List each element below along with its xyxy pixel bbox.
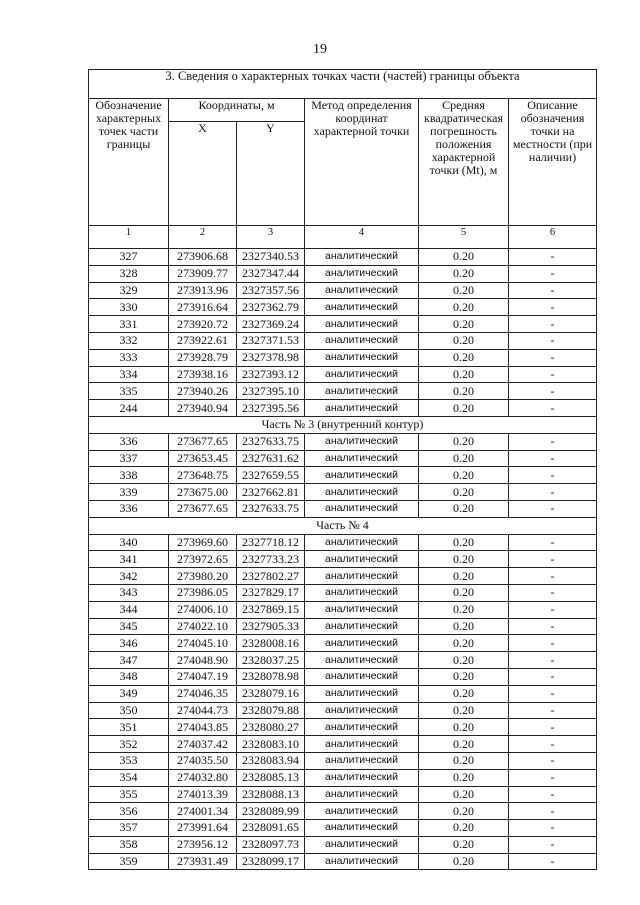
error-cell: 0.20	[419, 400, 509, 417]
table-row	[89, 500, 597, 517]
description-cell: -	[509, 265, 597, 282]
table-row	[89, 803, 597, 820]
error-cell: 0.20	[419, 316, 509, 333]
error-cell: 0.20	[419, 282, 509, 299]
error-cell: 0.20	[419, 853, 509, 870]
y-coord-cell: 2328078.98	[237, 668, 305, 685]
y-coord-cell: 2327905.33	[237, 618, 305, 635]
x-coord-cell: 274046.35	[169, 685, 237, 702]
y-coord-cell: 2328099.17	[237, 853, 305, 870]
method-cell: аналитический	[305, 383, 419, 400]
description-cell: -	[509, 752, 597, 769]
y-coord-cell: 2328083.94	[237, 752, 305, 769]
header-coords: Координаты, м	[169, 99, 305, 122]
point-id-cell: 346	[89, 635, 169, 652]
error-cell: 0.20	[419, 349, 509, 366]
x-coord-cell: 273675.00	[169, 484, 237, 501]
table-row	[89, 366, 597, 383]
description-cell: -	[509, 568, 597, 585]
error-cell: 0.20	[419, 736, 509, 753]
y-coord-cell: 2327659.55	[237, 467, 305, 484]
point-id-cell: 339	[89, 484, 169, 501]
y-coord-cell: 2327378.98	[237, 349, 305, 366]
table-row	[89, 820, 597, 837]
header-method: Метод определения координат характерной точки	[305, 99, 419, 226]
method-cell: аналитический	[305, 685, 419, 702]
part-header-row	[89, 517, 597, 534]
point-id-cell: 345	[89, 618, 169, 635]
error-cell: 0.20	[419, 752, 509, 769]
method-cell: аналитический	[305, 265, 419, 282]
error-cell: 0.20	[419, 249, 509, 266]
table-row	[89, 484, 597, 501]
x-coord-cell: 273920.72	[169, 316, 237, 333]
point-id-cell: 328	[89, 265, 169, 282]
y-coord-cell: 2327829.17	[237, 584, 305, 601]
x-coord-cell: 273916.64	[169, 299, 237, 316]
x-coord-cell: 273938.16	[169, 366, 237, 383]
x-coord-cell: 274032.80	[169, 769, 237, 786]
column-number: 2	[169, 226, 237, 249]
point-id-cell: 352	[89, 736, 169, 753]
error-cell: 0.20	[419, 332, 509, 349]
table-row	[89, 316, 597, 333]
description-cell: -	[509, 601, 597, 618]
description-cell: -	[509, 685, 597, 702]
description-cell: -	[509, 786, 597, 803]
x-coord-cell: 273940.94	[169, 400, 237, 417]
x-coord-cell: 273972.65	[169, 551, 237, 568]
error-cell: 0.20	[419, 719, 509, 736]
point-id-cell: 355	[89, 786, 169, 803]
y-coord-cell: 2327395.56	[237, 400, 305, 417]
method-cell: аналитический	[305, 249, 419, 266]
method-cell: аналитический	[305, 534, 419, 551]
description-cell: -	[509, 349, 597, 366]
description-cell: -	[509, 635, 597, 652]
method-cell: аналитический	[305, 719, 419, 736]
point-id-cell: 336	[89, 500, 169, 517]
part-label: Часть № 3 (внутренний контур)	[89, 416, 597, 433]
method-cell: аналитический	[305, 366, 419, 383]
point-id-cell: 350	[89, 702, 169, 719]
page-number: 19	[313, 42, 327, 57]
y-coord-cell: 2327633.75	[237, 500, 305, 517]
x-coord-cell: 273922.61	[169, 332, 237, 349]
method-cell: аналитический	[305, 584, 419, 601]
part-label: Часть № 4	[89, 517, 597, 534]
error-cell: 0.20	[419, 299, 509, 316]
table-row	[89, 551, 597, 568]
point-id-cell: 354	[89, 769, 169, 786]
x-coord-cell: 274044.73	[169, 702, 237, 719]
column-number: 6	[509, 226, 597, 249]
y-coord-cell: 2327869.15	[237, 601, 305, 618]
x-coord-cell: 273648.75	[169, 467, 237, 484]
method-cell: аналитический	[305, 769, 419, 786]
method-cell: аналитический	[305, 282, 419, 299]
x-coord-cell: 274047.19	[169, 668, 237, 685]
point-id-cell: 336	[89, 433, 169, 450]
error-cell: 0.20	[419, 265, 509, 282]
y-coord-cell: 2327393.12	[237, 366, 305, 383]
y-coord-cell: 2327357.56	[237, 282, 305, 299]
y-coord-cell: 2328085.13	[237, 769, 305, 786]
table-row	[89, 769, 597, 786]
x-coord-cell: 273956.12	[169, 836, 237, 853]
x-coord-cell: 273931.49	[169, 853, 237, 870]
y-coord-cell: 2328091.65	[237, 820, 305, 837]
point-id-cell: 327	[89, 249, 169, 266]
error-cell: 0.20	[419, 618, 509, 635]
method-cell: аналитический	[305, 803, 419, 820]
error-cell: 0.20	[419, 534, 509, 551]
point-id-cell: 330	[89, 299, 169, 316]
y-coord-cell: 2327340.53	[237, 249, 305, 266]
method-cell: аналитический	[305, 618, 419, 635]
error-cell: 0.20	[419, 383, 509, 400]
point-id-cell: 358	[89, 836, 169, 853]
method-cell: аналитический	[305, 752, 419, 769]
method-cell: аналитический	[305, 652, 419, 669]
method-cell: аналитический	[305, 299, 419, 316]
error-cell: 0.20	[419, 635, 509, 652]
y-coord-cell: 2327733.23	[237, 551, 305, 568]
method-cell: аналитический	[305, 400, 419, 417]
table-row	[89, 635, 597, 652]
boundary-points-table	[88, 69, 597, 870]
error-cell: 0.20	[419, 551, 509, 568]
method-cell: аналитический	[305, 702, 419, 719]
method-cell: аналитический	[305, 551, 419, 568]
method-cell: аналитический	[305, 433, 419, 450]
point-id-cell: 333	[89, 349, 169, 366]
error-cell: 0.20	[419, 467, 509, 484]
description-cell: -	[509, 400, 597, 417]
description-cell: -	[509, 769, 597, 786]
table-row	[89, 282, 597, 299]
header-y: Y	[237, 122, 305, 226]
description-cell: -	[509, 299, 597, 316]
description-cell: -	[509, 383, 597, 400]
description-cell: -	[509, 584, 597, 601]
header-x: X	[169, 122, 237, 226]
method-cell: аналитический	[305, 601, 419, 618]
table-row	[89, 601, 597, 618]
description-cell: -	[509, 702, 597, 719]
description-cell: -	[509, 450, 597, 467]
y-coord-cell: 2327369.24	[237, 316, 305, 333]
table-row	[89, 568, 597, 585]
x-coord-cell: 274037.42	[169, 736, 237, 753]
point-id-cell: 351	[89, 719, 169, 736]
method-cell: аналитический	[305, 450, 419, 467]
y-coord-cell: 2327347.44	[237, 265, 305, 282]
y-coord-cell: 2327631.62	[237, 450, 305, 467]
method-cell: аналитический	[305, 500, 419, 517]
method-cell: аналитический	[305, 668, 419, 685]
x-coord-cell: 274013.39	[169, 786, 237, 803]
x-coord-cell: 273928.79	[169, 349, 237, 366]
description-cell: -	[509, 467, 597, 484]
description-cell: -	[509, 534, 597, 551]
point-id-cell: 335	[89, 383, 169, 400]
description-cell: -	[509, 433, 597, 450]
table-row	[89, 265, 597, 282]
x-coord-cell: 273980.20	[169, 568, 237, 585]
x-coord-cell: 273940.26	[169, 383, 237, 400]
x-coord-cell: 274048.90	[169, 652, 237, 669]
y-coord-cell: 2328097.73	[237, 836, 305, 853]
column-number: 5	[419, 226, 509, 249]
header-error: Средняя квадратическая погрешность положения характерной точки (Mt), м	[419, 99, 509, 226]
section-title: 3. Сведения о характерных точках части (частей) границы объекта	[89, 70, 597, 99]
description-cell: -	[509, 332, 597, 349]
table-row	[89, 400, 597, 417]
error-cell: 0.20	[419, 685, 509, 702]
table-row	[89, 668, 597, 685]
table-row	[89, 719, 597, 736]
method-cell: аналитический	[305, 736, 419, 753]
y-coord-cell: 2328079.88	[237, 702, 305, 719]
table-row	[89, 299, 597, 316]
method-cell: аналитический	[305, 820, 419, 837]
y-coord-cell: 2327718.12	[237, 534, 305, 551]
method-cell: аналитический	[305, 332, 419, 349]
y-coord-cell: 2328079.16	[237, 685, 305, 702]
y-coord-cell: 2328089.99	[237, 803, 305, 820]
column-number: 1	[89, 226, 169, 249]
point-id-cell: 343	[89, 584, 169, 601]
header-description: Описание обозначения точки на местности (при наличии)	[509, 99, 597, 226]
point-id-cell: 359	[89, 853, 169, 870]
error-cell: 0.20	[419, 820, 509, 837]
method-cell: аналитический	[305, 786, 419, 803]
table-row	[89, 584, 597, 601]
point-id-cell: 348	[89, 668, 169, 685]
description-cell: -	[509, 282, 597, 299]
table-row	[89, 383, 597, 400]
x-coord-cell: 274043.85	[169, 719, 237, 736]
error-cell: 0.20	[419, 568, 509, 585]
x-coord-cell: 273909.77	[169, 265, 237, 282]
y-coord-cell: 2327633.75	[237, 433, 305, 450]
point-id-cell: 334	[89, 366, 169, 383]
part-header-row	[89, 416, 597, 433]
description-cell: -	[509, 836, 597, 853]
y-coord-cell: 2328088.13	[237, 786, 305, 803]
x-coord-cell: 273677.65	[169, 500, 237, 517]
error-cell: 0.20	[419, 702, 509, 719]
description-cell: -	[509, 736, 597, 753]
description-cell: -	[509, 853, 597, 870]
method-cell: аналитический	[305, 836, 419, 853]
x-coord-cell: 274045.10	[169, 635, 237, 652]
table-row	[89, 433, 597, 450]
description-cell: -	[509, 668, 597, 685]
table-row	[89, 332, 597, 349]
x-coord-cell: 273986.05	[169, 584, 237, 601]
point-id-cell: 353	[89, 752, 169, 769]
point-id-cell: 341	[89, 551, 169, 568]
error-cell: 0.20	[419, 433, 509, 450]
y-coord-cell: 2328083.10	[237, 736, 305, 753]
column-number: 3	[237, 226, 305, 249]
table-row	[89, 618, 597, 635]
point-id-cell: 357	[89, 820, 169, 837]
y-coord-cell: 2328008.16	[237, 635, 305, 652]
method-cell: аналитический	[305, 316, 419, 333]
point-id-cell: 340	[89, 534, 169, 551]
y-coord-cell: 2327371.53	[237, 332, 305, 349]
description-cell: -	[509, 484, 597, 501]
y-coord-cell: 2328037.25	[237, 652, 305, 669]
method-cell: аналитический	[305, 349, 419, 366]
x-coord-cell: 274035.50	[169, 752, 237, 769]
y-coord-cell: 2327662.81	[237, 484, 305, 501]
error-cell: 0.20	[419, 601, 509, 618]
method-cell: аналитический	[305, 853, 419, 870]
method-cell: аналитический	[305, 484, 419, 501]
point-id-cell: 342	[89, 568, 169, 585]
error-cell: 0.20	[419, 668, 509, 685]
x-coord-cell: 273677.65	[169, 433, 237, 450]
error-cell: 0.20	[419, 652, 509, 669]
table-row	[89, 702, 597, 719]
point-id-cell: 347	[89, 652, 169, 669]
table-row	[89, 467, 597, 484]
error-cell: 0.20	[419, 769, 509, 786]
table-body	[89, 249, 597, 870]
description-cell: -	[509, 551, 597, 568]
x-coord-cell: 274006.10	[169, 601, 237, 618]
description-cell: -	[509, 820, 597, 837]
x-coord-cell: 273913.96	[169, 282, 237, 299]
table-row	[89, 652, 597, 669]
y-coord-cell: 2327362.79	[237, 299, 305, 316]
column-number: 4	[305, 226, 419, 249]
x-coord-cell: 274001.34	[169, 803, 237, 820]
description-cell: -	[509, 652, 597, 669]
error-cell: 0.20	[419, 803, 509, 820]
error-cell: 0.20	[419, 484, 509, 501]
point-id-cell: 344	[89, 601, 169, 618]
description-cell: -	[509, 316, 597, 333]
table-row	[89, 836, 597, 853]
error-cell: 0.20	[419, 366, 509, 383]
y-coord-cell: 2327802.27	[237, 568, 305, 585]
error-cell: 0.20	[419, 786, 509, 803]
error-cell: 0.20	[419, 500, 509, 517]
x-coord-cell: 273653.45	[169, 450, 237, 467]
table-row	[89, 685, 597, 702]
table-row	[89, 534, 597, 551]
point-id-cell: 329	[89, 282, 169, 299]
x-coord-cell: 273906.68	[169, 249, 237, 266]
table-row	[89, 853, 597, 870]
error-cell: 0.20	[419, 450, 509, 467]
method-cell: аналитический	[305, 467, 419, 484]
x-coord-cell: 274022.10	[169, 618, 237, 635]
description-cell: -	[509, 719, 597, 736]
table-row	[89, 450, 597, 467]
point-id-cell: 244	[89, 400, 169, 417]
description-cell: -	[509, 618, 597, 635]
table-row	[89, 752, 597, 769]
point-id-cell: 332	[89, 332, 169, 349]
y-coord-cell: 2327395.10	[237, 383, 305, 400]
description-cell: -	[509, 803, 597, 820]
point-id-cell: 331	[89, 316, 169, 333]
point-id-cell: 356	[89, 803, 169, 820]
table-row	[89, 349, 597, 366]
x-coord-cell: 273969.60	[169, 534, 237, 551]
method-cell: аналитический	[305, 568, 419, 585]
column-numbers-row	[89, 226, 597, 249]
y-coord-cell: 2328080.27	[237, 719, 305, 736]
error-cell: 0.20	[419, 584, 509, 601]
x-coord-cell: 273991.64	[169, 820, 237, 837]
description-cell: -	[509, 366, 597, 383]
point-id-cell: 338	[89, 467, 169, 484]
description-cell: -	[509, 500, 597, 517]
table-row	[89, 736, 597, 753]
header-point: Обозначение характерных точек части границы	[89, 99, 169, 226]
table-row	[89, 786, 597, 803]
table-row	[89, 249, 597, 266]
point-id-cell: 349	[89, 685, 169, 702]
method-cell: аналитический	[305, 635, 419, 652]
error-cell: 0.20	[419, 836, 509, 853]
description-cell: -	[509, 249, 597, 266]
point-id-cell: 337	[89, 450, 169, 467]
